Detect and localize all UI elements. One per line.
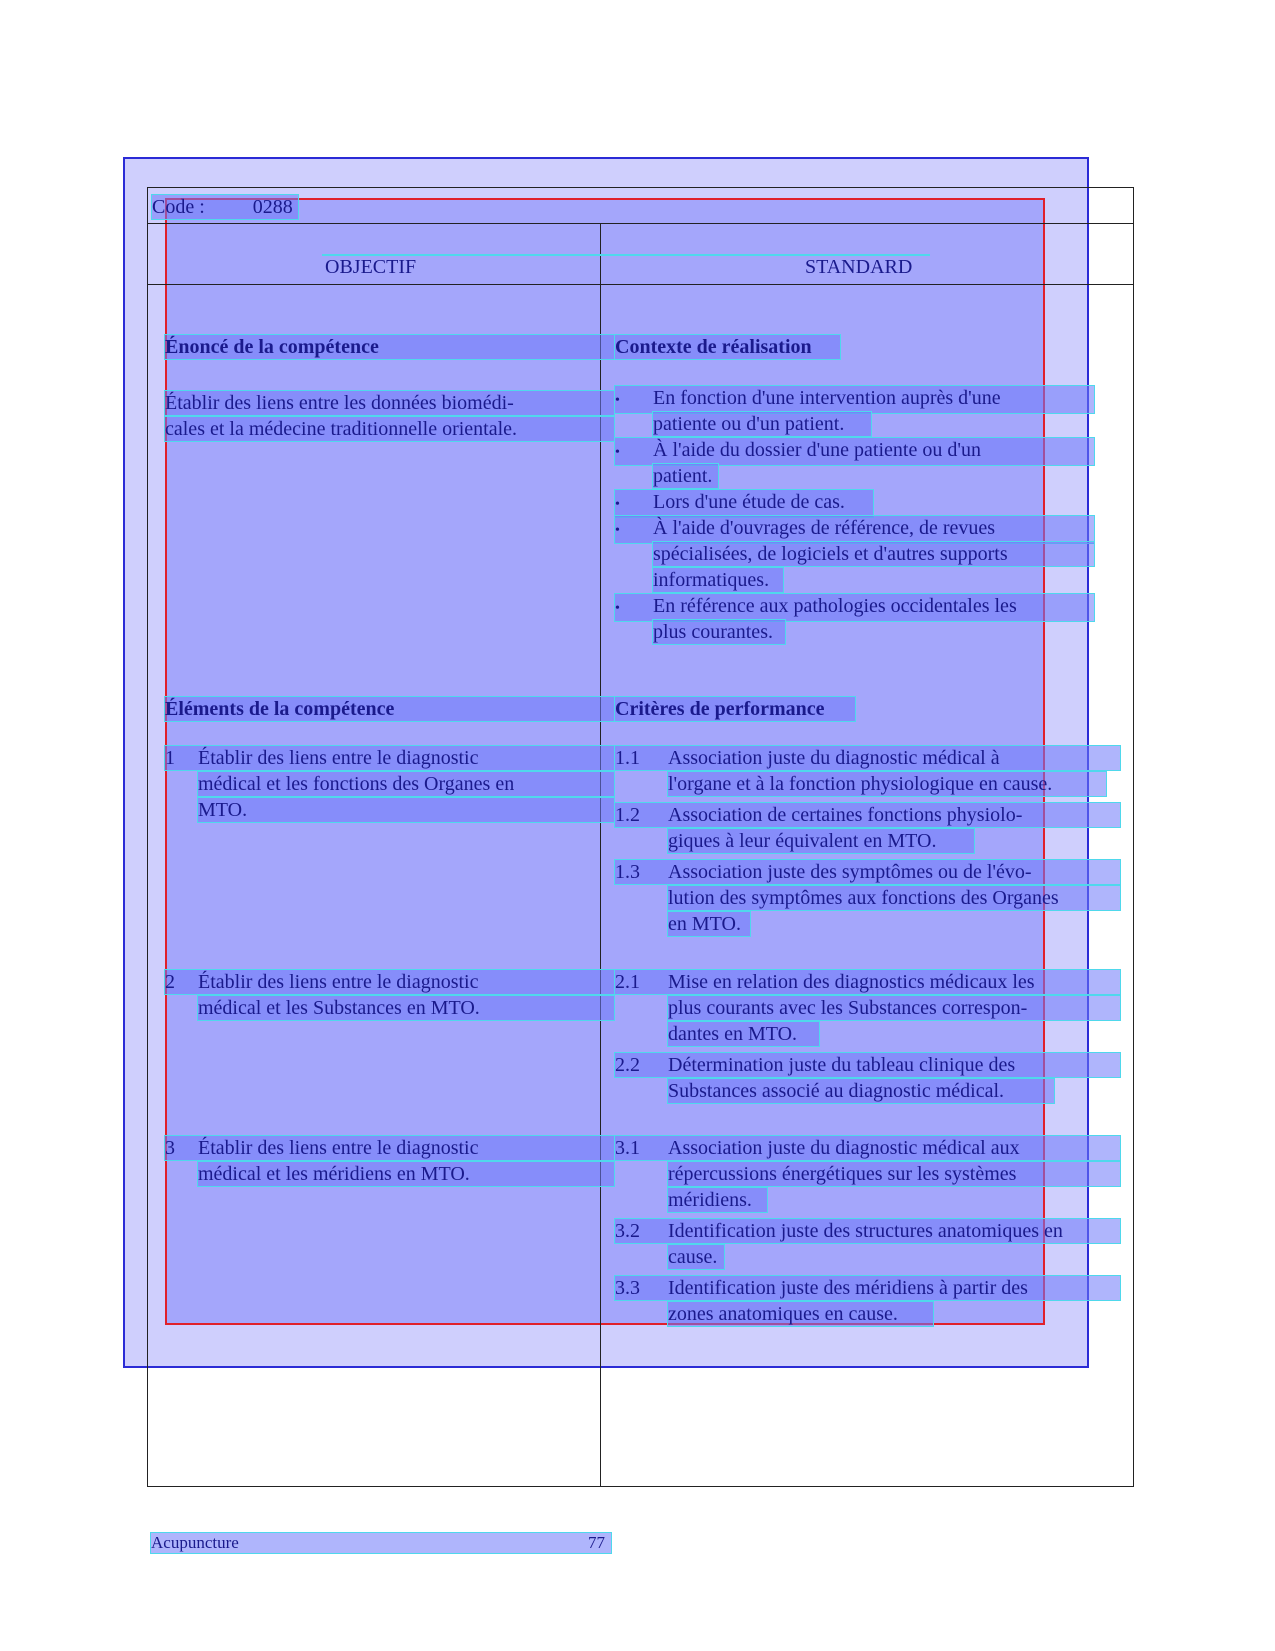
enonce-line-2: cales et la médecine traditionnelle orientale. — [165, 417, 614, 441]
bullet-icon: • — [615, 601, 620, 616]
contexte-item-1: • En fonction d'une intervention auprès d'une — [615, 386, 1094, 413]
contexte-item-2: • À l'aide du dossier d'une patiente ou d'un — [615, 438, 1094, 465]
contexte-item-5-line-2: plus courantes. — [653, 620, 785, 644]
critere-1-3-line-2: lution des symptômes aux fonctions des Organes — [668, 886, 1120, 910]
critere-number: 2.2 — [615, 1054, 640, 1076]
critere-number: 2.1 — [615, 971, 640, 993]
enonce-title: Énoncé de la compétence — [165, 335, 614, 359]
column-header-standard: STANDARD — [805, 256, 913, 278]
critere-2-1-line-2: plus courants avec les Substances correspon- — [668, 996, 1120, 1020]
critere-number: 3.2 — [615, 1220, 640, 1242]
element-1-line-2: médical et les fonctions des Organes en — [198, 772, 614, 796]
contexte-item-4-line-2: spécialisées, de logiciels et d'autres supports — [653, 542, 1094, 566]
critere-1-2: 1.2 Association de certaines fonctions physiolo- — [615, 803, 1120, 827]
code-label: Code : — [152, 196, 205, 218]
critere-2-1: 2.1 Mise en relation des diagnostics médicaux les — [615, 970, 1120, 994]
contexte-item-4: • À l'aide d'ouvrages de référence, de revues — [615, 516, 1094, 543]
critere-3-2-line-2: cause. — [668, 1245, 724, 1269]
bullet-icon: • — [615, 523, 620, 538]
table-header-divider — [147, 284, 1134, 285]
element-1-line-3: MTO. — [198, 798, 614, 822]
critere-1-3-line-3: en MTO. — [668, 912, 750, 936]
critere-3-1: 3.1 Association juste du diagnostic médical aux — [615, 1136, 1120, 1160]
contexte-item-1-line-2: patiente ou d'un patient. — [653, 412, 871, 436]
critere-1-1-line-2: l'organe et à la fonction physiologique en cause. — [668, 772, 1106, 796]
critere-number: 1.1 — [615, 747, 640, 769]
footer-title: Acupuncture — [151, 1533, 239, 1552]
critere-3-1-line-3: méridiens. — [668, 1188, 767, 1212]
critere-number: 3.3 — [615, 1277, 640, 1299]
element-number: 2 — [165, 971, 175, 993]
critere-number: 3.1 — [615, 1137, 640, 1159]
contexte-item-3: • Lors d'une étude de cas. — [615, 490, 873, 517]
critere-3-1-line-2: répercussions énergétiques sur les systèmes — [668, 1162, 1120, 1186]
critere-2-2: 2.2 Détermination juste du tableau clinique des — [615, 1053, 1120, 1077]
bullet-icon: • — [615, 445, 620, 460]
contexte-item-5: • En référence aux pathologies occidentales les — [615, 594, 1094, 621]
critere-3-3-line-2: zones anatomiques en cause. — [668, 1302, 933, 1326]
contexte-title: Contexte de réalisation — [615, 335, 840, 359]
critere-number: 1.3 — [615, 861, 640, 883]
bullet-icon: • — [615, 393, 620, 408]
critere-2-1-line-3: dantes en MTO. — [668, 1022, 819, 1046]
bullet-icon: • — [615, 497, 620, 512]
contexte-item-4-line-3: informatiques. — [653, 568, 783, 592]
page-footer — [151, 1533, 611, 1553]
critere-3-3: 3.3 Identification juste des méridiens à partir des — [615, 1276, 1120, 1300]
critere-1-2-line-2: giques à leur équivalent en MTO. — [668, 829, 974, 853]
contexte-item-2-line-2: patient. — [653, 464, 718, 488]
element-3-line-2: médical et les méridiens en MTO. — [198, 1162, 614, 1186]
critere-number: 1.2 — [615, 804, 640, 826]
table-row-divider — [147, 223, 1134, 224]
element-3: 3 Établir des liens entre le diagnostic — [165, 1136, 614, 1160]
critere-2-2-line-2: Substances associé au diagnostic médical. — [668, 1079, 1054, 1103]
page-number: 77 — [588, 1533, 605, 1552]
column-header-objectif: OBJECTIF — [325, 256, 417, 278]
enonce-line-1: Établir des liens entre les données biomédi- — [165, 391, 614, 415]
critere-1-3: 1.3 Association juste des symptômes ou de l'évo- — [615, 860, 1120, 884]
criteres-title: Critères de performance — [615, 697, 855, 721]
element-number: 1 — [165, 747, 175, 769]
element-2-line-2: médical et les Substances en MTO. — [198, 996, 614, 1020]
critere-3-2: 3.2 Identification juste des structures anatomiques en — [615, 1219, 1120, 1243]
element-number: 3 — [165, 1137, 175, 1159]
code-value: 0288 — [252, 196, 293, 218]
element-1: 1 Établir des liens entre le diagnostic — [165, 746, 614, 770]
critere-1-1: 1.1 Association juste du diagnostic médical à — [615, 746, 1120, 770]
code-line — [152, 195, 298, 219]
element-2: 2 Établir des liens entre le diagnostic — [165, 970, 614, 994]
elements-title: Éléments de la compétence — [165, 697, 614, 721]
